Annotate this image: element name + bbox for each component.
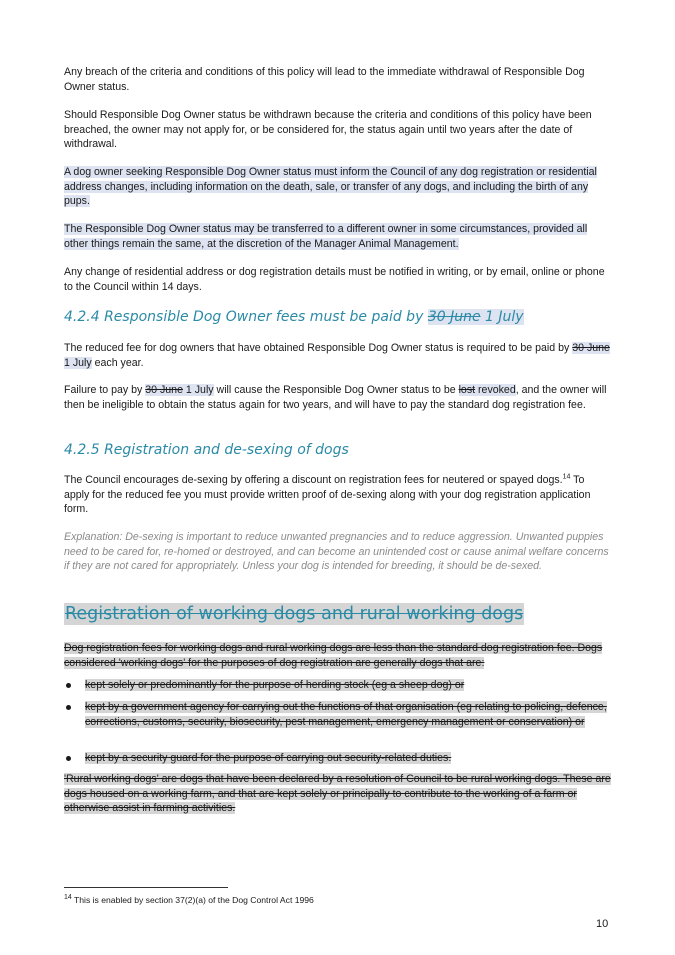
struck-text: 30 June [572,342,610,354]
footnote-number: 14 [64,894,72,902]
struck-text: lost [458,384,476,396]
page-number: 10 [596,918,609,930]
paragraph-failure-to-pay: Failure to pay by 30 June 1 July will cause the Responsible Dog Owner status to be lost revoked, and the owner will then be ineligible to obtain the status again for two years, and will have to pay the standard dog registration fee. [64,384,607,411]
paragraph-reduced-fee: The reduced fee for dog owners that have obtained Responsible Dog Owner status is required to be paid by 30 June 1 July each year. [64,342,610,369]
paragraph-withdrawn: Should Responsible Dog Owner status be withdrawn because the criteria and conditions of this policy have been breached, the owner may not apply for, or be considered for, the status again until two years after the date of withdrawal. [64,109,592,151]
list-item: kept by a government agency for carrying out the functions of that organisation (eg relating to policing, defence, corrections, customs, security, biosecurity, pest management, emergency management or conservation) or [64,700,612,744]
inserted-text: 1 July [185,384,214,396]
list-item: kept by a security guard for the purpose of carrying out security-related duties. [64,751,612,766]
inserted-text: revoked [478,384,516,396]
footnote: $^{14}$ This is enabled by section 37(2)(a) of the Dog Control Act 1996 [64,894,314,905]
paragraph-change: Any change of residential address or dog registration details must be notified in writing, or by email, online or phone to the Council within 14 days. [64,266,605,293]
paragraph-inform [64,165,612,209]
footnote-reference[interactable]: 14 [562,473,571,481]
struck-text: 30 June [145,384,183,396]
paragraph-transfer [64,222,612,251]
footnote-separator [64,887,228,888]
heading-425: 4.2.5 Registration and de-sexing of dogs [64,442,349,458]
highlighted-text: The Responsible Dog Owner status may be transferred to a different owner in some circumstances, provided all other things remain the same, at the discretion of the Manager Animal Management. [64,223,588,250]
explanation-text: Explanation: De-sexing is important to reduce unwanted pregnancies and to reduce aggression. Unwanted puppies need to be cared for, re-homed or destroyed, and can become an unintended cost or cause animal welfare concerns if they are not cared for appropriately. Unless your dog is intended for breeding, it should be de-sexed. [64,531,609,573]
paragraph-rural-working-dogs: 'Rural working dogs' are dogs that have been declared by a resolution of Council to be rural working dogs. These are dogs housed on a working farm, and that are kept solely or principally to contribute to the working of a farm or otherwise assist in farming activities. [64,773,611,815]
paragraph-breach: Any breach of the criteria and conditions of this policy will lead to the immediate withdrawal of Responsible Dog Owner status. [64,66,585,93]
heading-working-dogs: Registration of working dogs and rural working dogs [65,604,524,624]
paragraph-desexing: The Council encourages de-sexing by offering a discount on registration fees for neutered or spayed dogs.$^{14}$ To apply for the reduced fee you must provide written proof of de-sexing along with your dog registration application form. [64,473,591,516]
inserted-text: 1 July [485,309,524,325]
inserted-text: 1 July [64,356,92,369]
bullet-icon [66,756,71,761]
bullet-icon [66,705,71,710]
struck-text: 30 June [427,309,481,325]
highlighted-text: A dog owner seeking Responsible Dog Owner status must inform the Council of any dog registration or residential address changes, including information on the death, sale, or transfer of any dogs, and including the birth of any pups. [64,166,597,208]
list-item: kept solely or predominantly for the purpose of herding stock (eg a sheep dog) or [64,678,612,693]
paragraph-working-dogs-intro: Dog registration fees for working dogs and rural working dogs are less than the standard dog registration fee. Dogs considered 'working dogs' for the purposes of dog registration are generally dogs that are: [64,642,603,669]
heading-424: 4.2.4 Responsible Dog Owner fees must be paid by 30 June 1 July [64,309,524,325]
bullet-icon [66,683,71,688]
